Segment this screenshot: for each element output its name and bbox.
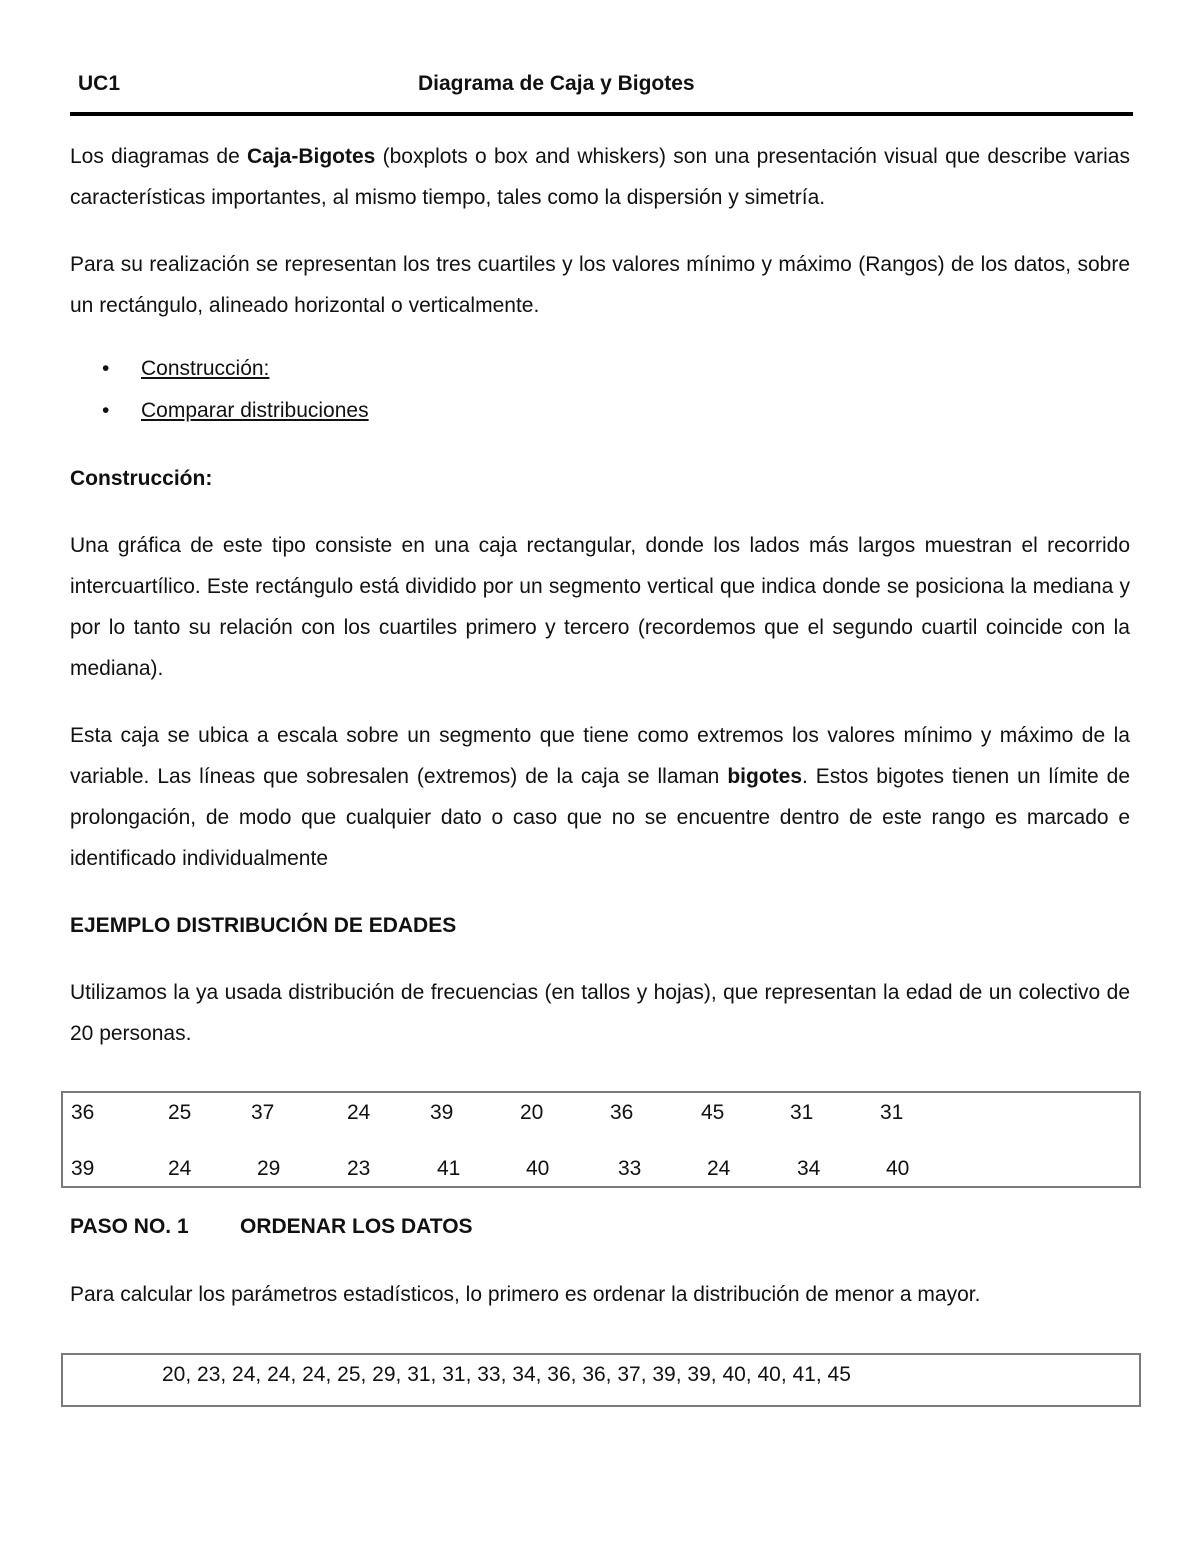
age-cell: 23 <box>347 1157 371 1180</box>
page-header <box>70 70 1133 116</box>
age-cell: 24 <box>347 1101 371 1124</box>
age-cell: 41 <box>437 1157 461 1180</box>
intro-paragraph-1 <box>70 136 1130 218</box>
age-cell: 20 <box>520 1101 544 1124</box>
age-cell: 34 <box>797 1157 821 1180</box>
age-cell: 29 <box>257 1157 281 1180</box>
age-cell: 25 <box>168 1101 192 1124</box>
paso-1-description: Para calcular los parámetros estadísticos, lo primero es ordenar la distribución de menor a mayor. <box>70 1283 981 1306</box>
age-cell: 45 <box>701 1101 725 1124</box>
intro-text: (boxplots o box and whiskers) son una presentación visual que describe varias características importantes, al mismo tiempo, tales como la dispersión y simetría. <box>70 145 1130 209</box>
age-cell: 24 <box>168 1157 192 1180</box>
construccion-paragraph-1: Una gráfica de este tipo consiste en una caja rectangular, donde los lados más largos muestran el recorrido intercuartílico. Este rectángulo está dividido por un segmento vertical que indica donde se posiciona la mediana y por lo tanto su relación con los cuartiles primero y tercero (recordemos que el segundo cuartil coincide con la mediana). <box>70 534 1130 680</box>
age-cell: 24 <box>707 1157 731 1180</box>
age-cell: 40 <box>526 1157 550 1180</box>
link-item-comparar <box>70 390 1130 432</box>
main-content <box>70 136 1130 1054</box>
construccion-text: Esta caja se ubica a escala sobre un segmento que tiene como extremos los valores mínimo y máximo de la variable. Las líneas que sobresalen (extremos) de la caja se llaman <box>70 724 1130 788</box>
link-comparar-distribuciones[interactable]: Comparar distribuciones <box>141 399 369 422</box>
intro-paragraph-2: Para su realización se representan los tres cuartiles y los valores mínimo y máximo (Rangos) de los datos, sobre un rectángulo, alineado horizontal o verticalmente. <box>70 253 1130 317</box>
sorted-data-box <box>61 1353 1141 1407</box>
construccion-text: . Estos bigotes tienen un límite de prolongación, de modo que cualquier dato o caso que no se encuentre dentro de este rango es marcado e identificado individualmente <box>70 765 1130 870</box>
link-item-construccion <box>70 348 1130 390</box>
page-title: Diagrama de Caja y Bigotes <box>418 72 695 95</box>
paso-title: ORDENAR LOS DATOS <box>240 1215 473 1238</box>
age-cell: 37 <box>251 1101 275 1124</box>
intro-text: Los diagramas de <box>70 145 247 168</box>
ejemplo-paragraph: Utilizamos la ya usada distribución de frecuencias (en tallos y hojas), que representan la edad de un colectivo de 20 personas. <box>70 981 1130 1045</box>
ages-data-box <box>61 1091 1141 1188</box>
age-cell: 39 <box>71 1157 95 1180</box>
unit-code: UC1 <box>78 72 121 95</box>
construccion-heading: Construcción: <box>70 467 213 490</box>
construccion-paragraph-2 <box>70 715 1130 879</box>
age-cell: 36 <box>71 1101 95 1124</box>
sorted-values: 20, 23, 24, 24, 24, 25, 29, 31, 31, 33, 34, 36, 36, 37, 39, 39, 40, 40, 41, 45 <box>162 1363 851 1386</box>
age-cell: 40 <box>886 1157 910 1180</box>
age-cell: 36 <box>610 1101 634 1124</box>
age-cell: 39 <box>430 1101 454 1124</box>
link-construccion[interactable]: Construcción: <box>141 357 270 380</box>
paso-number: PASO NO. 1 <box>70 1215 189 1238</box>
section-links <box>70 348 1130 432</box>
bullet-icon: • <box>102 357 110 380</box>
bullet-icon: • <box>102 399 110 422</box>
age-cell: 31 <box>790 1101 814 1124</box>
age-cell: 31 <box>880 1101 904 1124</box>
caja-bigotes-term: Caja-Bigotes <box>247 145 376 168</box>
paso-1-heading <box>70 1215 473 1239</box>
bigotes-term: bigotes <box>727 765 802 788</box>
ejemplo-heading: EJEMPLO DISTRIBUCIÓN DE EDADES <box>70 914 457 937</box>
age-cell: 33 <box>618 1157 642 1180</box>
